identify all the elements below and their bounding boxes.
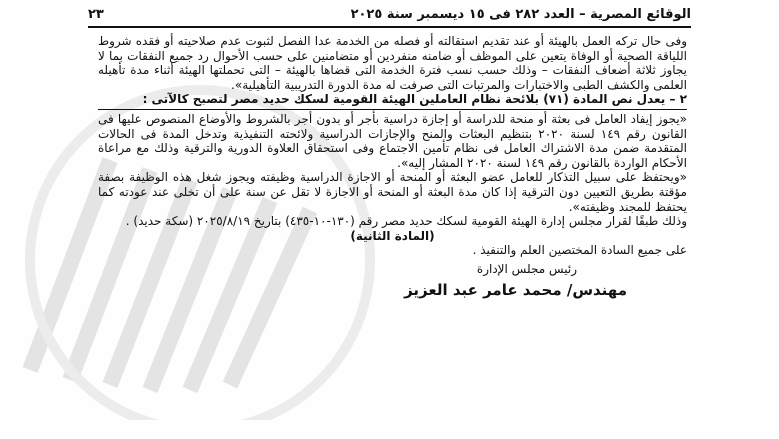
signature-title: رئيس مجلس الإدارة	[476, 261, 577, 276]
quote-job-retention: «ويحتفظ على سبيل التذكار للعامل عضو البعثة أو المنحة أو الاجازة الدراسية وظيفته ويجوز شغل هذه الوظيفة بصفة مؤقتة بطريق التعيين دون الترقية إذا كان مدة البعثة أو المنحة أو الاجازة لا تقل عن سنة على أن تخلى عند عودته كما يحتفظ للمجند وظيفته».	[98, 170, 687, 214]
paragraph-refund-terms: وفى حال تركه العمل بالهيئة أو عند تقديم استقالته أو فصله من الخدمة عدا الفصل لثبوت عدم صلاحيته أو فقده شروط اللياقة الصحية أو الوفاة يتعين على الموظف أو ضامنه منفردين أو متضامنين على حسب الأحوال رد جميع النفقات بما لا يجاوز ثلاثة أضعاف النفقات – وذلك حسب نسب فترة الخدمة التى قضاها بالهيئة – التى تحملتها الهيئة أثناء مدة تأهيله العلمى والكشف الطبى والاختبارات والمرتبات التى صرفت له مدة الدورة التدريبية التأهيلية».	[98, 34, 687, 92]
page-number: ٢٣	[88, 6, 104, 22]
quote-study-leave: «يجوز إيفاد العامل فى بعثة أو منحة للدراسة أو إجازة دراسية بأجر أو بدون أجر بالشروط والأوضاع المنصوص عليها فى القانون رقم ١٤٩ لسنة ٢٠٢٠ بتنظيم البعثات والمنح والإجازات الدراسية ولائحته التنفيذية وتدخل المدة فى الحالات المتقدمة ضمن مدة الاشتراك العامل فى نظام تأمين الاجتماع وفى استحقاق العلاوة الدورية والترقية وذلك مع مراعاة الأحكام الواردة بالقانون رقم ١٤٩ لسنة ٢٠٢٠ المشار إليه».	[98, 111, 687, 170]
amendment-heading: ٢ – يعدل نص المادة (٧١) بلائحة نظام العاملين الهيئة القومية لسكك حديد مصر لتصبح كالآتى :	[142, 92, 687, 107]
issue-info: الوقائع المصرية – العدد ٢٨٢ فى ١٥ ديسمبر سنة ٢٠٢٥	[350, 6, 691, 22]
header-divider	[88, 26, 691, 28]
section-divider	[98, 109, 687, 110]
signature-block	[98, 262, 687, 297]
paragraph-board-decision: وذلك طبقًا لقرار مجلس إدارة الهيئة القومية لسكك حديد مصر رقم (١٣٠-١٠-٤٣٥) بتاريخ ٢٠٢٥/٨/١٩ (سكة حديد) .	[125, 214, 687, 229]
article-two-title: (المادة الثانية)	[350, 228, 435, 243]
document-body	[98, 34, 687, 297]
page-header	[88, 4, 691, 24]
paragraph-execution: على جميع السادة المختصين العلم والتنفيذ .	[472, 243, 687, 258]
signature-name: مهندس/ محمد عامر عبد العزيز	[404, 280, 627, 299]
